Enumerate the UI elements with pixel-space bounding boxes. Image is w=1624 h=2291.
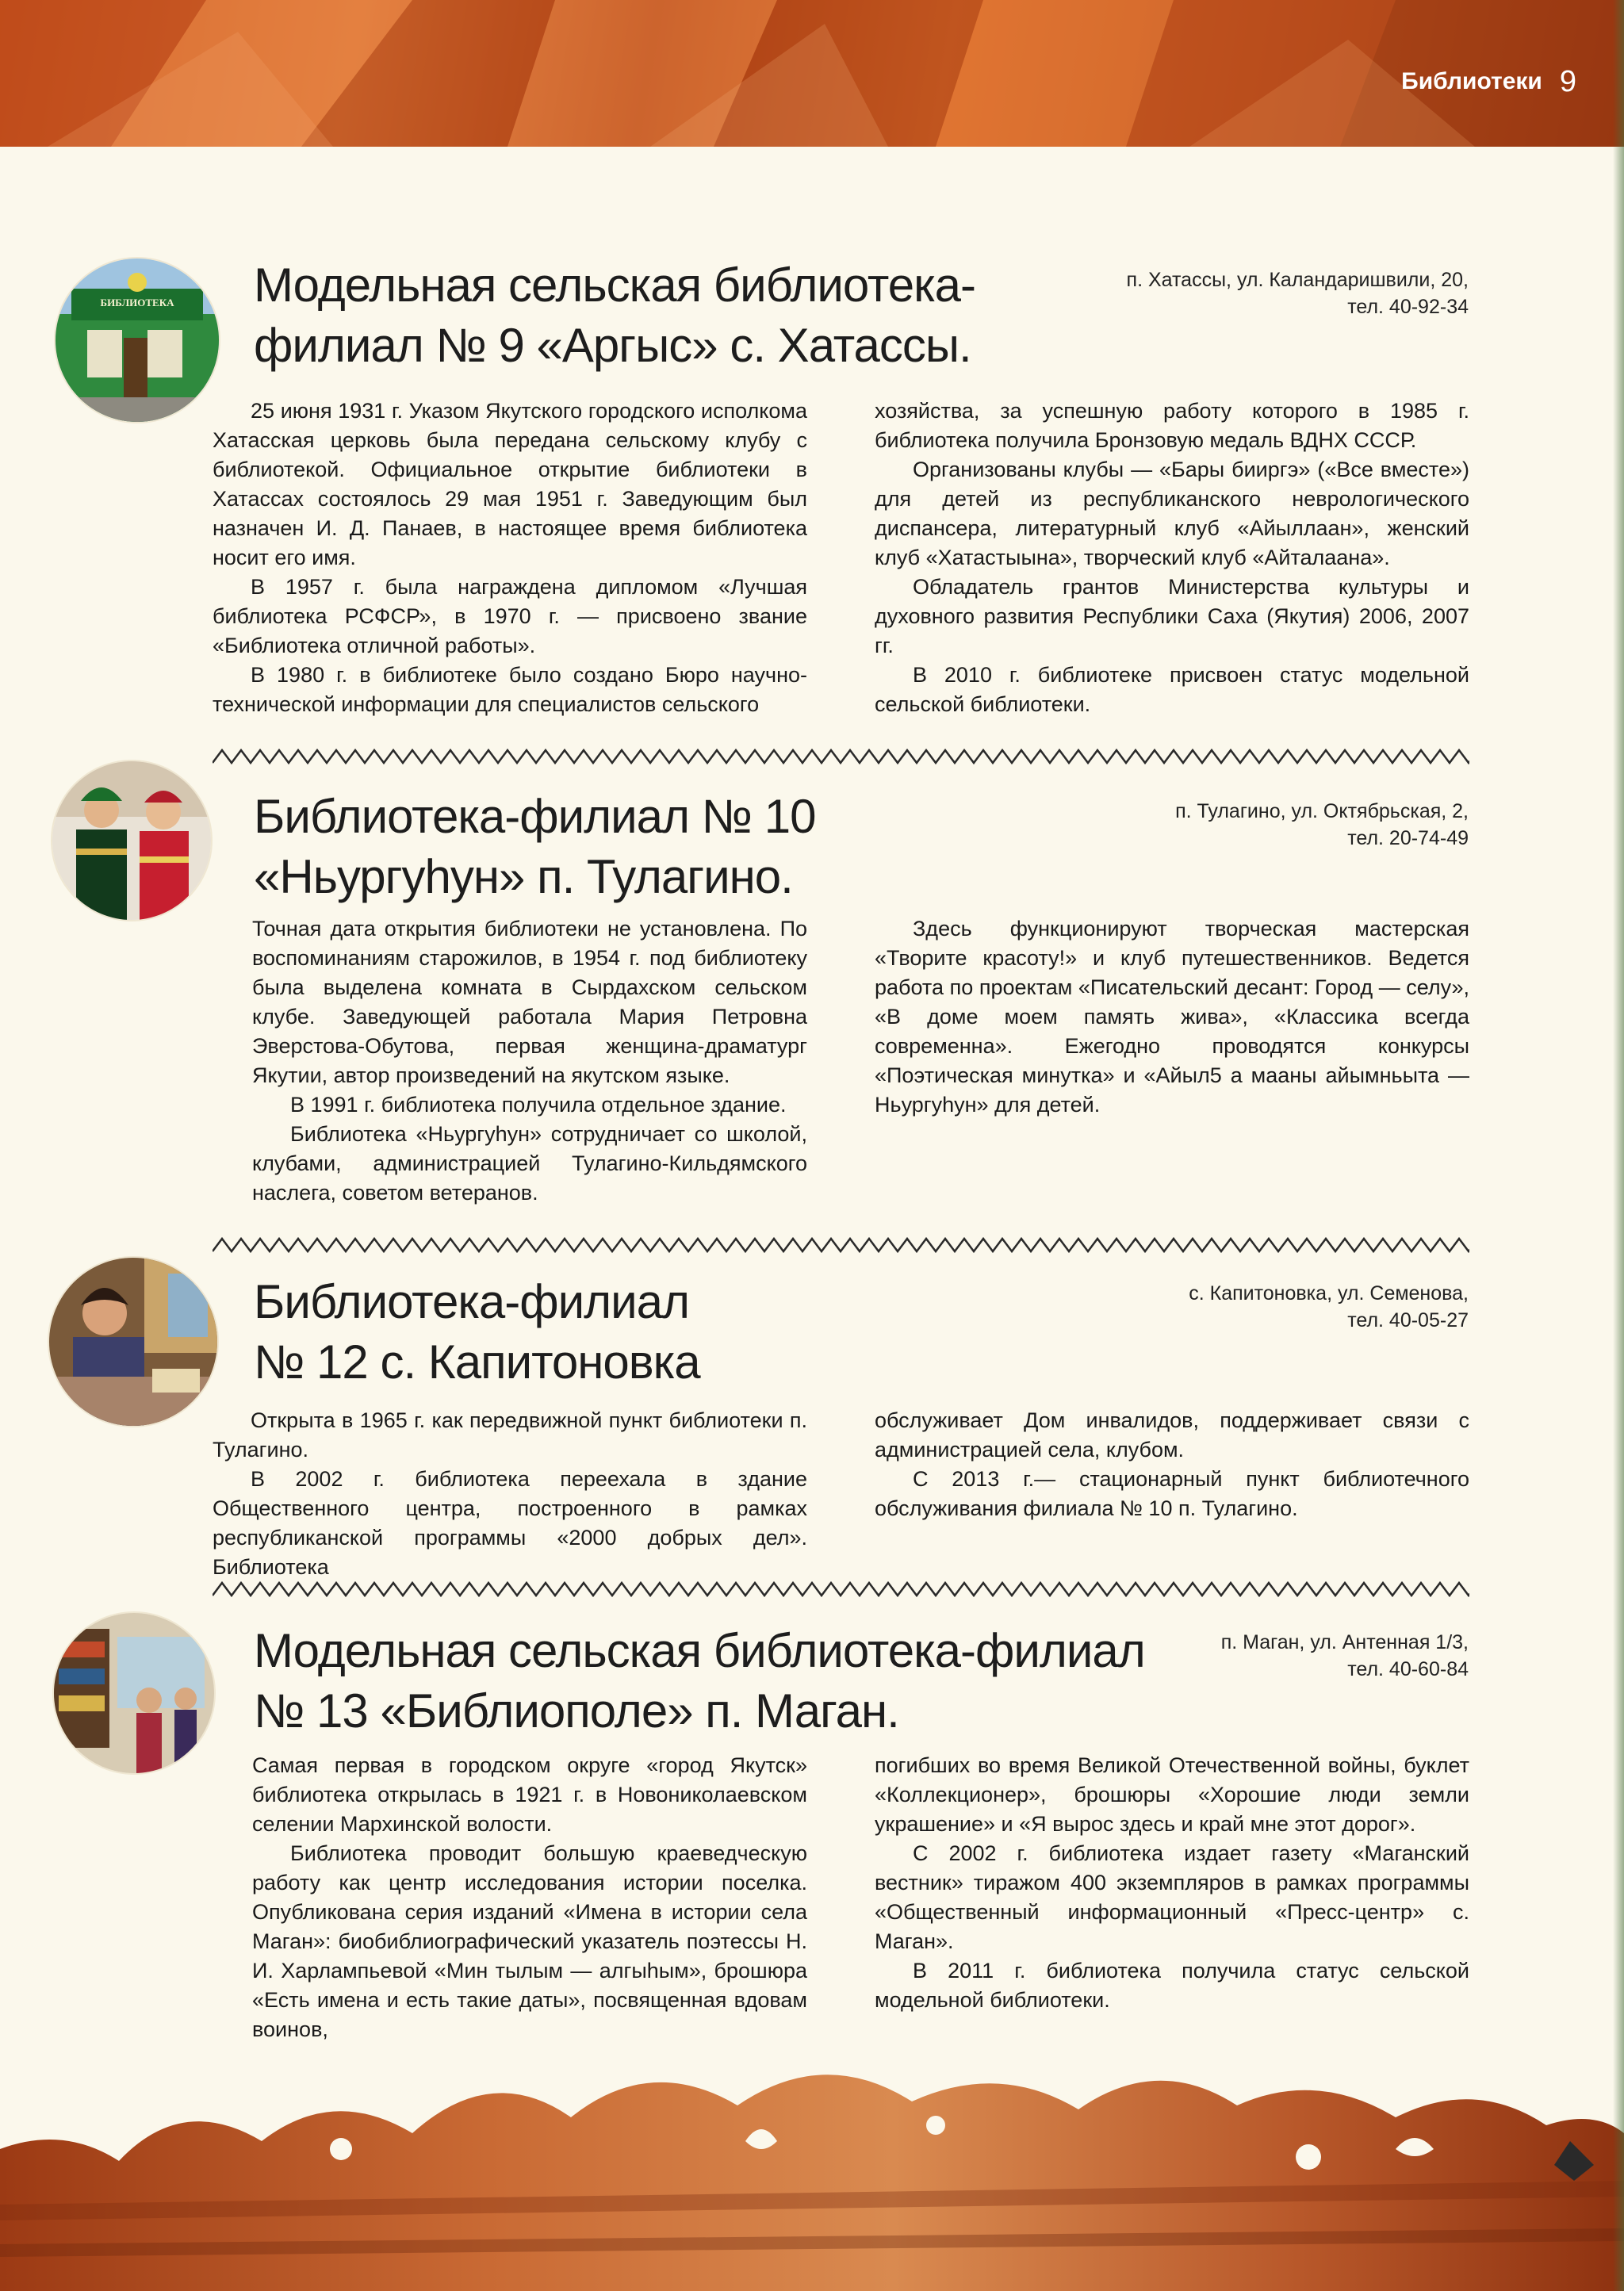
- phone-line: тел. 40-05-27: [1347, 1309, 1469, 1331]
- phone-line: тел. 40-92-34: [1347, 296, 1469, 318]
- ornament-divider: [213, 1575, 1469, 1603]
- paragraph: хозяйства, за успешную работу которого в 1985 г. библиотека получила Бронзовую медаль ВДНХ СССР.: [875, 399, 1469, 452]
- paragraph: В 1991 г. библиотека получила отдельное здание.: [290, 1093, 787, 1117]
- library-building-photo: [56, 259, 219, 422]
- paragraph: Обладатель грантов Министерства культуры и духовного развития Республики Саха (Якутия) 2006, 2007 гг.: [875, 575, 1469, 657]
- paragraph: В 2011 г. библиотека получила статус сельской модельной библиотеки.: [875, 1959, 1469, 2012]
- footer-artwork: [0, 2030, 1624, 2291]
- reading-room-photo: [54, 1613, 214, 1773]
- entry-address: [1175, 798, 1469, 852]
- right-column: [875, 397, 1469, 719]
- right-column: [875, 914, 1469, 1120]
- running-head: [1401, 62, 1576, 102]
- paragraph: С 2002 г. библиотека издает газету «Маганский вестник» тиражом 400 экземпляров в рамках программы «Общественный информационный «Пресс-центр» с. Маган».: [875, 1841, 1469, 1953]
- paragraph: обслуживает Дом инвалидов, поддерживает связи с администрацией села, клубом.: [875, 1408, 1469, 1462]
- right-column: [875, 1751, 1469, 2015]
- photo-sign-text: БИБЛИОТЕКА: [100, 297, 174, 308]
- ornament-divider: [213, 742, 1469, 771]
- paragraph: Библиотека «Ньургуһун» сотрудничает со школой, клубами, администрацией Тулагино-Кильдямского наслега, советом ветеранов.: [252, 1122, 807, 1205]
- paragraph: Самая первая в городском округе «город Якутск» библиотека открылась в 1921 г. в Новониколаевском селении Мархинской волости.: [252, 1753, 807, 1836]
- entry-title-line: № 12 с. Капитоновка: [254, 1335, 700, 1389]
- header-pattern: [0, 0, 1624, 147]
- entry-title: [254, 255, 975, 376]
- paragraph: погибших во время Великой Отечественной войны, буклет «Коллекционер», брошюры «Хорошие люди земли украшение» и «Я вырос здесь и край мне этот дорог».: [875, 1753, 1469, 1836]
- paragraph: Здесь функционируют творческая мастерская «Творите красоту!» и клуб путешественников. Ведется работа по проектам «Писательский десант: Город — селу», «В доме моем память жива», «Классика всегда современна». Ежегодно проводятся конкурсы «Поэтическая минутка» и «Айыл5 а мааны айымньыта — Ньургуһун» для детей.: [875, 917, 1469, 1117]
- address-line: п. Хатассы, ул. Каландаришвили, 20,: [1126, 269, 1469, 291]
- entry-title-line: Библиотека-филиал № 10: [254, 790, 816, 843]
- children-costume-photo: [52, 761, 211, 920]
- phone-line: тел. 20-74-49: [1347, 827, 1469, 849]
- entry-address: [1221, 1629, 1469, 1683]
- paragraph: Библиотека проводит большую краеведческую работу как центр исследования истории поселка. Опубликована серия изданий «Имена в истории села Маган»: биобиблиографический указатель поэтессы Н. И. Харлампьевой «Мин тылым — алгыһым», брошюра «Есть имена и есть такие даты», посвященная вдовам воинов,: [252, 1841, 807, 2041]
- entry-title-line: Модельная сельская библиотека-: [254, 259, 975, 312]
- entry-title-line: Библиотека-филиал: [254, 1275, 690, 1328]
- entry-title-line: «Ньургуһун» п. Тулагино.: [254, 850, 793, 903]
- librarian-photo: [49, 1258, 217, 1426]
- left-column: [213, 397, 807, 719]
- right-column: [875, 1406, 1469, 1523]
- paragraph: Точная дата открытия библиотеки не установлена. По воспоминаниям старожилов, в 1954 г. под библиотеку была выделена комната в Сырдахском сельском клубе. Заведующей работала Мария Петровна Эверстова-Обутова, первая женщина-драматург Якутии, автор произведений на якутском языке.: [252, 917, 807, 1087]
- entry-title: [254, 787, 815, 907]
- ornament-divider: [213, 1231, 1469, 1259]
- left-column: [252, 1751, 807, 2044]
- paragraph: В 1957 г. была награждена дипломом «Лучшая библиотека РСФСР», в 1970 г. — присвоено звание «Библиотека отличной работы».: [213, 575, 807, 657]
- section-title: Библиотеки: [1401, 68, 1542, 94]
- paragraph: В 2002 г. библиотека переехала в здание Общественного центра, построенного в рамках республиканской программы «2000 добрых дел». Библиотека: [213, 1467, 807, 1579]
- left-column: [252, 914, 807, 1208]
- address-line: п. Маган, ул. Антенная 1/3,: [1220, 1631, 1469, 1653]
- entry-address: [1189, 1280, 1469, 1334]
- page-number: 9: [1559, 64, 1576, 98]
- paragraph: 25 июня 1931 г. Указом Якутского городского исполкома Хатасская церковь была передана сельскому клубу с библиотекой. Официальное открытие библиотеки в Хатассах состоялось 29 мая 1951 г. Заведующим был назначен И. Д. Панаев, в настоящее время библиотека носит его имя.: [213, 399, 807, 569]
- header-band: [0, 0, 1624, 147]
- page-edge-shadow: [1613, 0, 1624, 2291]
- entry-title-line: № 13 «Библиополе» п. Маган.: [254, 1684, 899, 1737]
- phone-line: тел. 40-60-84: [1347, 1658, 1469, 1680]
- footer-decoration: [0, 2030, 1624, 2291]
- entry-title: [254, 1621, 1145, 1741]
- paragraph: Открыта в 1965 г. как передвижной пункт библиотеки п. Тулагино.: [213, 1408, 807, 1462]
- left-column: [213, 1406, 807, 1582]
- address-line: п. Тулагино, ул. Октябрьская, 2,: [1175, 800, 1469, 822]
- paragraph: В 2010 г. библиотеке присвоен статус модельной сельской библиотеки.: [875, 663, 1469, 716]
- entry-title: [254, 1272, 700, 1393]
- paragraph: С 2013 г.— стационарный пункт библиотечного обслуживания филиала № 10 п. Тулагино.: [875, 1467, 1469, 1520]
- entry-title-line: Модельная сельская библиотека-филиал: [254, 1624, 1145, 1677]
- entry-address: [1127, 266, 1469, 320]
- entry-title-line: филиал № 9 «Аргыс» с. Хатассы.: [254, 319, 971, 372]
- paragraph: В 1980 г. в библиотеке было создано Бюро научно-технической информации для специалистов сельского: [213, 663, 807, 716]
- address-line: с. Капитоновка, ул. Семенова,: [1189, 1282, 1469, 1304]
- paragraph: Организованы клубы — «Бары бииргэ» («Все вместе») для детей из республиканского неврологического диспансера, литературный клуб «Айыллаан», женский клуб «Хатастыына», творческий клуб «Айталаана».: [875, 458, 1469, 569]
